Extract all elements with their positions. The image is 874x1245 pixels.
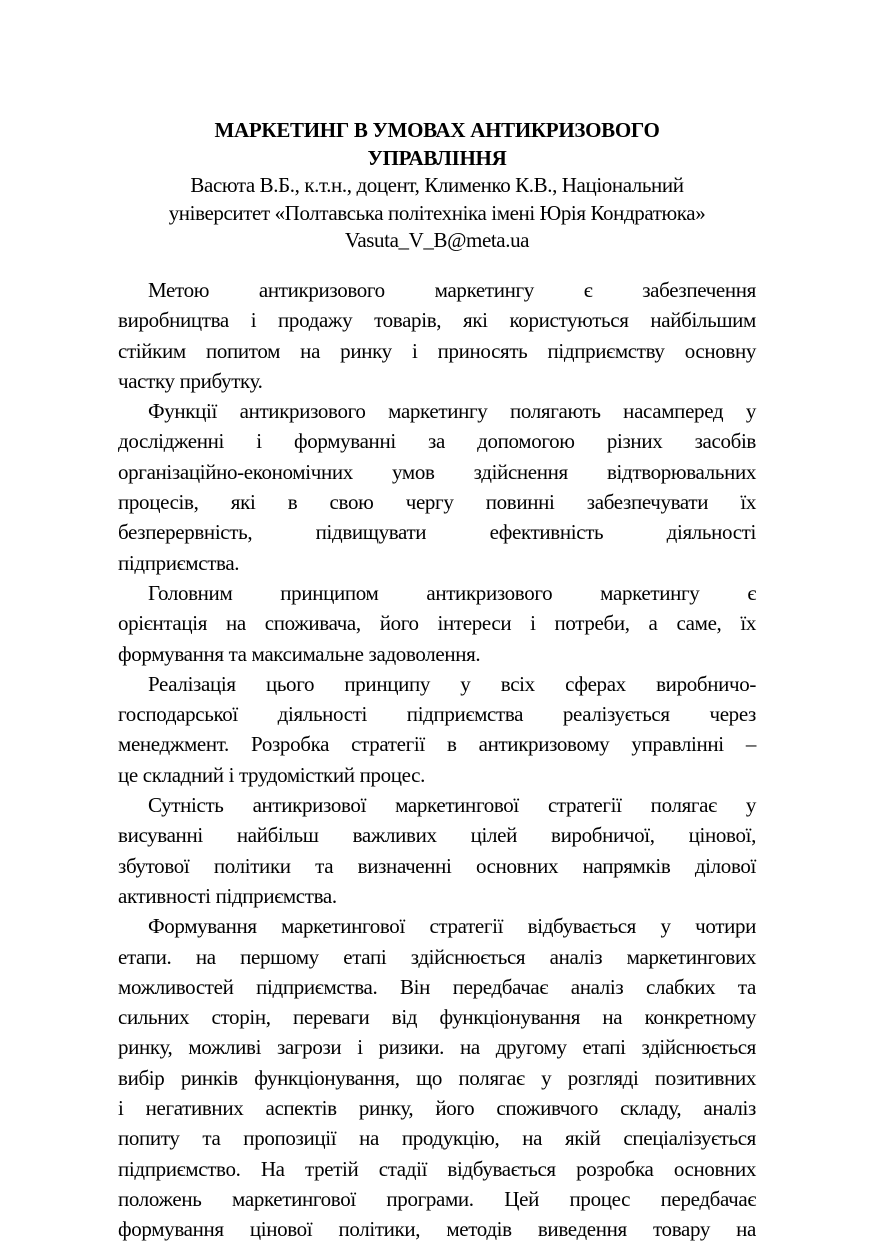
text-line: Сутність антикризової маркетингової стратегії полягає у <box>148 793 756 818</box>
text-line: формування цінової політики, методів виведення товару на <box>118 1217 756 1242</box>
paragraph <box>118 790 756 911</box>
text-line: орієнтація на споживача, його інтереси і потреби, а саме, їх <box>118 611 756 636</box>
text-line: активності підприємства. <box>118 883 337 908</box>
text-line: Формування маркетингової стратегії відбувається у чотири <box>148 914 756 939</box>
text-line: організаційно-економічних умов здійснення відтворювальних <box>118 459 756 484</box>
text-line: Реалізація цього принципу у всіх сферах виробничо- <box>148 671 756 696</box>
text-line: Головним принципом антикризового маркетингу є <box>148 580 756 605</box>
text-line: положень маркетингової програми. Цей процес передбачає <box>118 1186 756 1211</box>
authors-line-2: університет «Полтавська політехніка імені Юрія Кондратюка» <box>168 200 706 225</box>
text-line: висуванні найбільш важливих цілей виробничої, цінової, <box>118 823 756 848</box>
authors-line-1: Васюта В.Б., к.т.н., доцент, Клименко К.В., Національний <box>190 173 684 197</box>
text-line: менеджмент. Розробка стратегії в антикризовому управлінні – <box>118 732 756 757</box>
text-line: стійким попитом на ринку і приносять підприємству основну <box>118 338 756 363</box>
text-line: Функції антикризового маркетингу полягають насамперед у <box>148 399 756 424</box>
text-line: господарської діяльності підприємства реалізується через <box>118 702 756 727</box>
text-line: формування та максимальне задоволення. <box>118 641 481 666</box>
text-line: попиту та пропозиції на продукцію, на якій спеціалізується <box>118 1126 756 1151</box>
header-block <box>118 116 756 255</box>
paragraph <box>118 911 756 1244</box>
paragraph <box>118 578 756 669</box>
text-line: і негативних аспектів ринку, його споживчого складу, аналіз <box>118 1096 756 1121</box>
author-email: Vasuta_V_B@meta.ua <box>344 228 530 252</box>
title-line-1: МАРКЕТИНГ В УМОВАХ АНТИКРИЗОВОГО <box>214 118 660 142</box>
paragraph <box>118 669 756 790</box>
text-line: ринку, можливі загрози і ризики. на другому етапі здійснюється <box>118 1035 756 1060</box>
text-line: безперервність, підвищувати ефективність діяльності <box>118 520 756 545</box>
text-line: вибір ринків функціонування, що полягає у розгляді позитивних <box>118 1065 756 1090</box>
text-line: виробництва і продажу товарів, які користуються найбільшим <box>118 308 756 333</box>
text-line: підприємство. На третій стадії відбувається розробка основних <box>118 1156 756 1181</box>
title-line-2: УПРАВЛІННЯ <box>367 146 507 170</box>
text-line: це складний і трудомісткий процес. <box>118 762 426 787</box>
text-line: етапи. на першому етапі здійснюється аналіз маркетингових <box>118 944 756 969</box>
text-line: дослідженні і формуванні за допомогою різних засобів <box>118 429 756 454</box>
text-line: збутової політики та визначенні основних напрямків ділової <box>118 853 756 878</box>
text-line: процесів, які в свою чергу повинні забезпечувати їх <box>118 490 756 515</box>
text-line: підприємства. <box>118 550 240 575</box>
text-line: сильних сторін, переваги від функціонування на конкретному <box>118 1005 756 1030</box>
document-body <box>118 275 756 1245</box>
text-line: частку прибутку. <box>118 368 263 393</box>
text-line: можливостей підприємства. Він передбачає аналіз слабких та <box>118 974 756 999</box>
paragraph <box>118 275 756 396</box>
paragraph <box>118 396 756 578</box>
text-line: Метою антикризового маркетингу є забезпечення <box>148 278 756 302</box>
